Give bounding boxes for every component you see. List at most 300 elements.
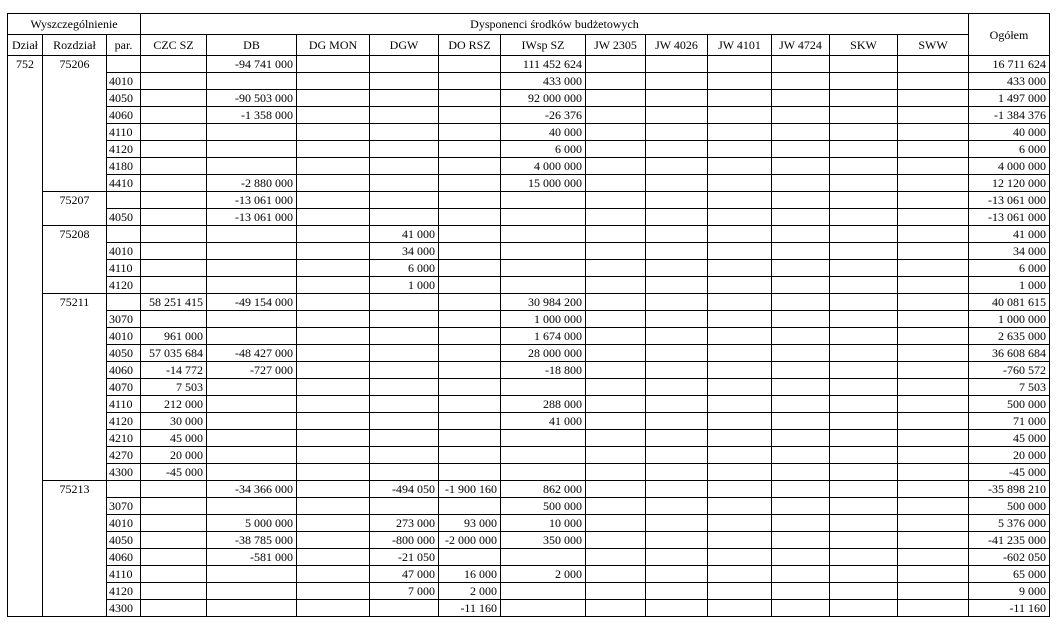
value-cell bbox=[708, 430, 772, 447]
header-group-wyszczegolnienie: Wyszczególnienie bbox=[8, 14, 141, 35]
value-cell bbox=[646, 192, 708, 209]
total-cell: 65 000 bbox=[969, 566, 1050, 583]
value-cell bbox=[207, 430, 297, 447]
value-cell bbox=[586, 328, 646, 345]
value-cell bbox=[370, 192, 439, 209]
value-cell: 1 000 bbox=[370, 277, 439, 294]
value-cell bbox=[646, 175, 708, 192]
value-cell bbox=[646, 73, 708, 90]
value-cell bbox=[898, 73, 969, 90]
value-cell: -1 900 160 bbox=[439, 481, 501, 498]
value-cell bbox=[772, 430, 830, 447]
value-cell bbox=[207, 396, 297, 413]
value-cell bbox=[297, 430, 370, 447]
par-cell: 4050 bbox=[107, 90, 141, 107]
value-cell bbox=[898, 362, 969, 379]
table-row bbox=[8, 549, 1050, 566]
value-cell bbox=[297, 260, 370, 277]
value-cell bbox=[898, 481, 969, 498]
value-cell bbox=[646, 430, 708, 447]
total-cell: -45 000 bbox=[969, 464, 1050, 481]
total-cell: 45 000 bbox=[969, 430, 1050, 447]
value-cell bbox=[297, 124, 370, 141]
par-cell: 4050 bbox=[107, 209, 141, 226]
value-cell bbox=[141, 243, 207, 260]
value-cell bbox=[439, 260, 501, 277]
value-cell bbox=[370, 141, 439, 158]
value-cell bbox=[439, 226, 501, 243]
value-cell bbox=[708, 56, 772, 73]
value-cell bbox=[141, 73, 207, 90]
par-cell: 4110 bbox=[107, 396, 141, 413]
value-cell bbox=[439, 277, 501, 294]
value-cell bbox=[646, 464, 708, 481]
value-cell bbox=[141, 175, 207, 192]
value-cell bbox=[898, 311, 969, 328]
value-cell bbox=[708, 600, 772, 617]
value-cell: 433 000 bbox=[501, 73, 586, 90]
value-cell bbox=[708, 379, 772, 396]
par-cell: 4120 bbox=[107, 413, 141, 430]
par-cell: 4120 bbox=[107, 583, 141, 600]
value-cell bbox=[708, 226, 772, 243]
par-cell bbox=[107, 192, 141, 209]
value-cell bbox=[646, 600, 708, 617]
table-row bbox=[8, 498, 1050, 515]
value-cell bbox=[297, 515, 370, 532]
value-cell bbox=[646, 243, 708, 260]
value-cell bbox=[207, 124, 297, 141]
table-row bbox=[8, 175, 1050, 192]
total-cell: 1 497 000 bbox=[969, 90, 1050, 107]
value-cell bbox=[501, 583, 586, 600]
value-cell bbox=[297, 294, 370, 311]
par-cell bbox=[107, 226, 141, 243]
value-cell bbox=[772, 464, 830, 481]
rozdzial-cell: 75208 bbox=[43, 226, 107, 294]
value-cell: 93 000 bbox=[439, 515, 501, 532]
table-body bbox=[8, 56, 1050, 617]
value-cell bbox=[207, 498, 297, 515]
value-cell: 40 000 bbox=[501, 124, 586, 141]
value-cell bbox=[898, 328, 969, 345]
value-cell bbox=[708, 498, 772, 515]
total-cell: 2 635 000 bbox=[969, 328, 1050, 345]
value-cell bbox=[646, 515, 708, 532]
value-cell bbox=[830, 362, 898, 379]
value-cell bbox=[370, 90, 439, 107]
value-cell bbox=[586, 243, 646, 260]
header-rozdzial: Rozdział bbox=[43, 35, 107, 56]
value-cell bbox=[439, 175, 501, 192]
value-cell bbox=[646, 362, 708, 379]
value-cell bbox=[708, 362, 772, 379]
table-row bbox=[8, 362, 1050, 379]
value-cell bbox=[830, 583, 898, 600]
value-cell bbox=[708, 124, 772, 141]
value-cell bbox=[297, 600, 370, 617]
value-cell: 45 000 bbox=[141, 430, 207, 447]
value-cell bbox=[207, 379, 297, 396]
table-row bbox=[8, 294, 1050, 311]
value-cell bbox=[898, 447, 969, 464]
total-cell: 36 608 684 bbox=[969, 345, 1050, 362]
value-cell: -21 050 bbox=[370, 549, 439, 566]
total-cell: -41 235 000 bbox=[969, 532, 1050, 549]
par-cell: 4180 bbox=[107, 158, 141, 175]
value-cell: 961 000 bbox=[141, 328, 207, 345]
par-cell: 4060 bbox=[107, 549, 141, 566]
value-cell bbox=[439, 124, 501, 141]
value-cell bbox=[586, 124, 646, 141]
value-cell: -581 000 bbox=[207, 549, 297, 566]
value-cell: 6 000 bbox=[501, 141, 586, 158]
value-cell bbox=[830, 532, 898, 549]
value-cell bbox=[586, 90, 646, 107]
value-cell: 5 000 000 bbox=[207, 515, 297, 532]
value-cell bbox=[141, 158, 207, 175]
value-cell bbox=[898, 396, 969, 413]
value-cell bbox=[141, 549, 207, 566]
header-par: par. bbox=[107, 35, 141, 56]
value-cell bbox=[439, 498, 501, 515]
rozdzial-cell: 75207 bbox=[43, 192, 107, 226]
value-cell bbox=[898, 532, 969, 549]
value-cell: -13 061 000 bbox=[207, 209, 297, 226]
value-cell: -26 376 bbox=[501, 107, 586, 124]
value-cell: 111 452 624 bbox=[501, 56, 586, 73]
value-cell bbox=[772, 90, 830, 107]
value-cell bbox=[772, 413, 830, 430]
value-cell bbox=[501, 600, 586, 617]
value-cell bbox=[772, 328, 830, 345]
value-cell: 30 000 bbox=[141, 413, 207, 430]
value-cell bbox=[898, 515, 969, 532]
par-cell: 4060 bbox=[107, 362, 141, 379]
table-row bbox=[8, 90, 1050, 107]
value-cell bbox=[830, 260, 898, 277]
table-row bbox=[8, 413, 1050, 430]
par-cell: 4410 bbox=[107, 175, 141, 192]
par-cell: 4110 bbox=[107, 260, 141, 277]
header-jw-4724: JW 4724 bbox=[772, 35, 830, 56]
value-cell bbox=[830, 175, 898, 192]
value-cell bbox=[898, 566, 969, 583]
value-cell bbox=[370, 158, 439, 175]
dzial-cell: 752 bbox=[8, 56, 43, 617]
value-cell bbox=[586, 294, 646, 311]
value-cell: 15 000 000 bbox=[501, 175, 586, 192]
value-cell bbox=[708, 192, 772, 209]
value-cell bbox=[297, 90, 370, 107]
value-cell bbox=[646, 124, 708, 141]
value-cell bbox=[439, 158, 501, 175]
value-cell: -727 000 bbox=[207, 362, 297, 379]
rozdzial-cell: 75213 bbox=[43, 481, 107, 617]
table-header bbox=[8, 14, 1050, 56]
value-cell bbox=[708, 175, 772, 192]
value-cell bbox=[586, 481, 646, 498]
par-cell: 4010 bbox=[107, 73, 141, 90]
value-cell bbox=[898, 498, 969, 515]
value-cell bbox=[297, 566, 370, 583]
table-row bbox=[8, 464, 1050, 481]
value-cell bbox=[898, 549, 969, 566]
value-cell bbox=[439, 141, 501, 158]
value-cell bbox=[501, 379, 586, 396]
value-cell: 34 000 bbox=[370, 243, 439, 260]
par-cell: 4010 bbox=[107, 328, 141, 345]
table-row bbox=[8, 277, 1050, 294]
value-cell bbox=[898, 583, 969, 600]
value-cell bbox=[207, 447, 297, 464]
value-cell bbox=[898, 430, 969, 447]
total-cell: 500 000 bbox=[969, 396, 1050, 413]
header-iwsp-sz: IWsp SZ bbox=[501, 35, 586, 56]
value-cell bbox=[370, 56, 439, 73]
value-cell bbox=[297, 532, 370, 549]
value-cell bbox=[708, 243, 772, 260]
value-cell bbox=[141, 209, 207, 226]
total-cell: -35 898 210 bbox=[969, 481, 1050, 498]
value-cell bbox=[830, 56, 898, 73]
value-cell bbox=[141, 532, 207, 549]
value-cell bbox=[772, 566, 830, 583]
par-cell: 4110 bbox=[107, 124, 141, 141]
value-cell: 28 000 000 bbox=[501, 345, 586, 362]
header-ogolem: Ogółem bbox=[969, 14, 1050, 56]
value-cell bbox=[708, 549, 772, 566]
value-cell bbox=[439, 294, 501, 311]
value-cell: 500 000 bbox=[501, 498, 586, 515]
value-cell bbox=[830, 294, 898, 311]
value-cell: -13 061 000 bbox=[207, 192, 297, 209]
value-cell bbox=[646, 311, 708, 328]
value-cell bbox=[141, 260, 207, 277]
value-cell bbox=[141, 90, 207, 107]
value-cell bbox=[772, 158, 830, 175]
value-cell bbox=[898, 294, 969, 311]
value-cell bbox=[207, 226, 297, 243]
table-row bbox=[8, 379, 1050, 396]
value-cell bbox=[830, 566, 898, 583]
value-cell bbox=[898, 243, 969, 260]
value-cell bbox=[141, 481, 207, 498]
table-row bbox=[8, 124, 1050, 141]
value-cell bbox=[141, 277, 207, 294]
value-cell bbox=[898, 90, 969, 107]
value-cell bbox=[297, 277, 370, 294]
par-cell: 3070 bbox=[107, 498, 141, 515]
value-cell bbox=[830, 481, 898, 498]
value-cell bbox=[772, 175, 830, 192]
value-cell bbox=[370, 107, 439, 124]
header-jw-4026: JW 4026 bbox=[646, 35, 708, 56]
value-cell bbox=[439, 209, 501, 226]
value-cell bbox=[646, 532, 708, 549]
value-cell bbox=[586, 532, 646, 549]
value-cell bbox=[708, 277, 772, 294]
value-cell: -14 772 bbox=[141, 362, 207, 379]
value-cell bbox=[586, 447, 646, 464]
value-cell bbox=[207, 600, 297, 617]
value-cell bbox=[586, 209, 646, 226]
value-cell bbox=[708, 90, 772, 107]
value-cell bbox=[830, 141, 898, 158]
value-cell bbox=[830, 209, 898, 226]
value-cell bbox=[141, 600, 207, 617]
value-cell bbox=[586, 345, 646, 362]
value-cell bbox=[141, 141, 207, 158]
value-cell bbox=[586, 379, 646, 396]
header-group-dysponenci: Dysponenci środków budżetowych bbox=[141, 14, 969, 35]
value-cell: -38 785 000 bbox=[207, 532, 297, 549]
value-cell bbox=[772, 481, 830, 498]
value-cell bbox=[646, 413, 708, 430]
value-cell bbox=[297, 107, 370, 124]
value-cell bbox=[708, 73, 772, 90]
value-cell: -45 000 bbox=[141, 464, 207, 481]
value-cell bbox=[772, 226, 830, 243]
value-cell bbox=[646, 90, 708, 107]
value-cell bbox=[297, 209, 370, 226]
total-cell: 6 000 bbox=[969, 141, 1050, 158]
value-cell bbox=[370, 447, 439, 464]
value-cell bbox=[898, 175, 969, 192]
table-row bbox=[8, 447, 1050, 464]
value-cell bbox=[501, 277, 586, 294]
value-cell bbox=[772, 311, 830, 328]
table-row bbox=[8, 107, 1050, 124]
value-cell bbox=[830, 515, 898, 532]
total-cell: 34 000 bbox=[969, 243, 1050, 260]
value-cell bbox=[501, 464, 586, 481]
par-cell: 4210 bbox=[107, 430, 141, 447]
value-cell bbox=[586, 549, 646, 566]
value-cell bbox=[830, 73, 898, 90]
value-cell bbox=[297, 583, 370, 600]
value-cell bbox=[586, 311, 646, 328]
value-cell bbox=[830, 600, 898, 617]
table-row bbox=[8, 209, 1050, 226]
value-cell bbox=[586, 566, 646, 583]
par-cell: 4270 bbox=[107, 447, 141, 464]
header-sww: SWW bbox=[898, 35, 969, 56]
value-cell: -18 800 bbox=[501, 362, 586, 379]
value-cell bbox=[141, 498, 207, 515]
header-czc-sz: CZC SZ bbox=[141, 35, 207, 56]
value-cell bbox=[586, 498, 646, 515]
value-cell bbox=[141, 107, 207, 124]
total-cell: 1 000 bbox=[969, 277, 1050, 294]
value-cell bbox=[898, 192, 969, 209]
value-cell: -48 427 000 bbox=[207, 345, 297, 362]
value-cell bbox=[772, 498, 830, 515]
value-cell bbox=[898, 107, 969, 124]
value-cell bbox=[370, 464, 439, 481]
value-cell bbox=[439, 413, 501, 430]
value-cell bbox=[646, 583, 708, 600]
value-cell bbox=[646, 549, 708, 566]
value-cell: 47 000 bbox=[370, 566, 439, 583]
table-row bbox=[8, 396, 1050, 413]
value-cell bbox=[207, 413, 297, 430]
value-cell bbox=[586, 464, 646, 481]
par-cell bbox=[107, 56, 141, 73]
value-cell bbox=[830, 396, 898, 413]
value-cell bbox=[439, 345, 501, 362]
value-cell bbox=[708, 447, 772, 464]
value-cell bbox=[646, 141, 708, 158]
value-cell: -494 050 bbox=[370, 481, 439, 498]
value-cell bbox=[646, 379, 708, 396]
value-cell bbox=[141, 566, 207, 583]
value-cell bbox=[586, 56, 646, 73]
value-cell bbox=[586, 175, 646, 192]
value-cell bbox=[297, 396, 370, 413]
table-row bbox=[8, 600, 1050, 617]
value-cell bbox=[708, 532, 772, 549]
value-cell bbox=[898, 277, 969, 294]
value-cell bbox=[708, 464, 772, 481]
value-cell bbox=[586, 158, 646, 175]
value-cell bbox=[439, 107, 501, 124]
value-cell bbox=[772, 243, 830, 260]
value-cell bbox=[439, 311, 501, 328]
value-cell bbox=[708, 107, 772, 124]
value-cell bbox=[370, 311, 439, 328]
value-cell bbox=[439, 73, 501, 90]
value-cell: -94 741 000 bbox=[207, 56, 297, 73]
value-cell bbox=[297, 226, 370, 243]
value-cell bbox=[772, 600, 830, 617]
value-cell bbox=[830, 226, 898, 243]
value-cell bbox=[646, 328, 708, 345]
total-cell: -11 160 bbox=[969, 600, 1050, 617]
table-row bbox=[8, 158, 1050, 175]
value-cell: -2 000 000 bbox=[439, 532, 501, 549]
value-cell bbox=[586, 430, 646, 447]
value-cell bbox=[141, 311, 207, 328]
value-cell bbox=[646, 158, 708, 175]
value-cell bbox=[297, 73, 370, 90]
value-cell bbox=[439, 430, 501, 447]
value-cell bbox=[370, 124, 439, 141]
value-cell bbox=[297, 549, 370, 566]
value-cell bbox=[141, 226, 207, 243]
value-cell bbox=[830, 158, 898, 175]
value-cell bbox=[646, 260, 708, 277]
value-cell bbox=[772, 396, 830, 413]
value-cell bbox=[646, 209, 708, 226]
value-cell bbox=[207, 277, 297, 294]
value-cell bbox=[297, 243, 370, 260]
value-cell: -11 160 bbox=[439, 600, 501, 617]
value-cell bbox=[830, 549, 898, 566]
total-cell: 71 000 bbox=[969, 413, 1050, 430]
value-cell bbox=[708, 345, 772, 362]
par-cell: 4300 bbox=[107, 464, 141, 481]
value-cell bbox=[772, 549, 830, 566]
value-cell bbox=[297, 447, 370, 464]
value-cell bbox=[501, 192, 586, 209]
table-row bbox=[8, 566, 1050, 583]
value-cell bbox=[772, 362, 830, 379]
total-cell: 5 376 000 bbox=[969, 515, 1050, 532]
value-cell bbox=[708, 583, 772, 600]
value-cell bbox=[708, 158, 772, 175]
value-cell bbox=[708, 413, 772, 430]
